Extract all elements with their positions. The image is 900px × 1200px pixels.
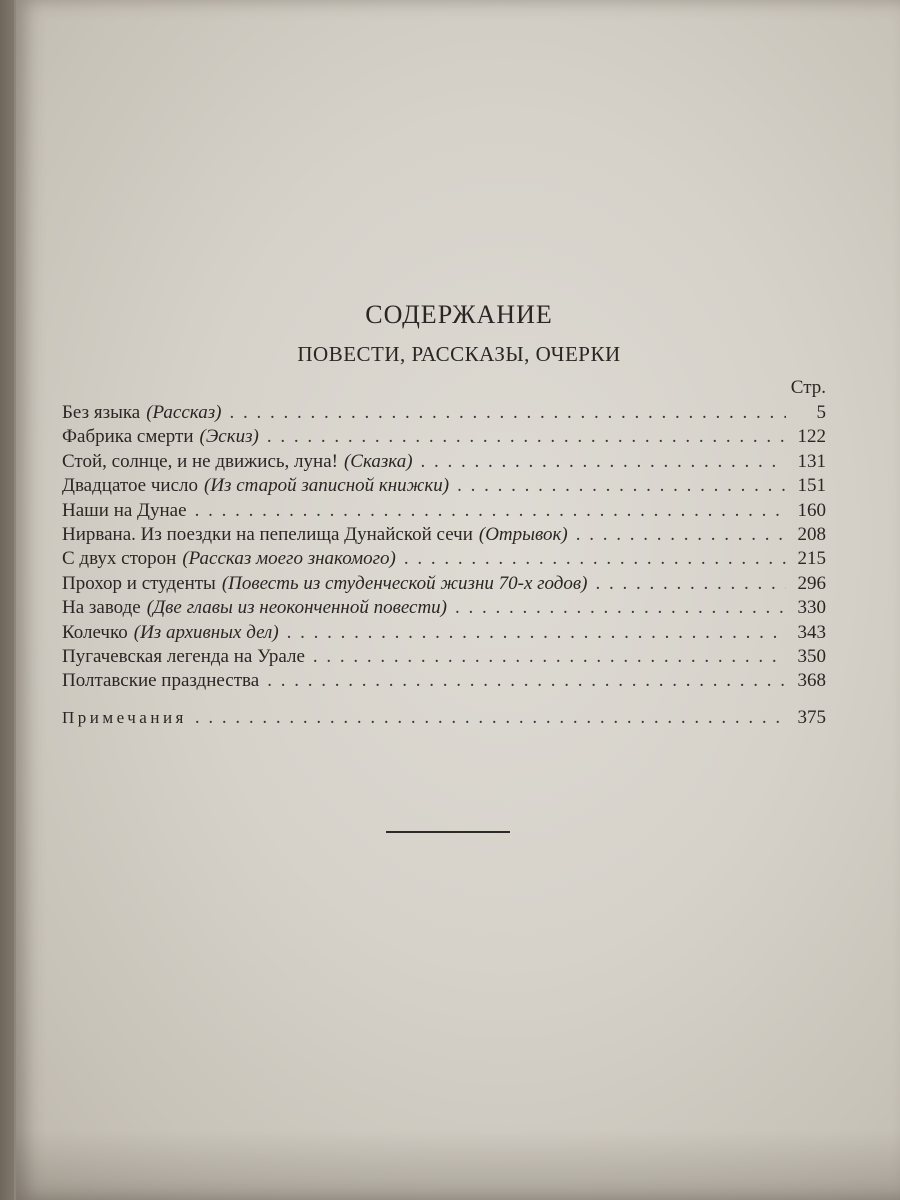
entry-page-number: 208	[797, 524, 826, 546]
entry-note: (Рассказ)	[146, 402, 222, 423]
entry-title: Без языка	[62, 402, 141, 423]
entry-title: Примечания	[62, 707, 187, 727]
entry-title: Пугачевская легенда на Урале	[62, 646, 305, 668]
entry-title: Нирвана. Из поездки на пепелища Дунайской сечи	[62, 524, 473, 546]
toc-entry-notes	[62, 706, 826, 730]
entry-page-number: 5	[816, 402, 826, 423]
toc-entry	[62, 425, 826, 449]
entry-note: (Повесть из студенческой жизни 70-х годов)	[221, 572, 588, 594]
toc-entry	[62, 450, 826, 474]
entry-title: Полтавские празднества	[62, 670, 260, 692]
entry-note: (Эскиз)	[199, 426, 259, 448]
toc-entries	[62, 401, 826, 730]
entry-page-number: 368	[797, 670, 826, 692]
entry-note: (Сказка)	[343, 450, 413, 472]
entry-title: Двадцатое число	[62, 475, 198, 497]
toc-entry	[62, 596, 826, 620]
entry-title: Колечко	[62, 621, 128, 643]
entry-note: (Из архивных дел)	[133, 621, 279, 643]
entry-page-number: 330	[797, 597, 826, 619]
toc-entry	[62, 523, 826, 547]
table-of-contents	[62, 300, 826, 730]
entry-title: На заводе	[62, 597, 141, 619]
dot-leader	[596, 572, 787, 596]
dot-leader	[455, 596, 786, 620]
entry-note: (Из старой записной книжки)	[204, 475, 450, 497]
entry-page-number: 215	[797, 548, 826, 570]
entry-note: (Рассказ моего знакомого)	[182, 548, 396, 570]
entry-page-number: 131	[797, 450, 826, 472]
toc-entry	[62, 669, 826, 693]
dot-leader	[576, 523, 786, 547]
toc-entry	[62, 401, 826, 425]
dot-leader	[195, 706, 786, 730]
entry-page-number: 151	[797, 475, 826, 497]
toc-section-heading: ПОВЕСТИ, РАССКАЗЫ, ОЧЕРКИ	[297, 342, 621, 366]
page-column-header: Стр.	[790, 377, 826, 398]
entry-page-number: 350	[797, 646, 826, 668]
toc-entry	[62, 645, 826, 669]
dot-leader	[267, 425, 786, 449]
entry-title: Прохор и студенты	[62, 572, 216, 594]
entry-page-number: 122	[797, 426, 826, 448]
dot-leader	[457, 474, 786, 498]
entry-title: Фабрика смерти	[62, 426, 194, 448]
toc-entry	[62, 474, 826, 498]
entry-page-number: 375	[797, 706, 826, 728]
dot-leader	[313, 645, 786, 669]
entry-page-number: 343	[797, 621, 826, 643]
dot-leader	[421, 450, 786, 474]
toc-title: СОДЕРЖАНИЕ	[365, 300, 553, 329]
entry-title: Наши на Дунае	[62, 499, 187, 521]
dot-leader	[287, 621, 786, 645]
dot-leader	[404, 547, 786, 571]
dot-leader	[267, 669, 786, 693]
entry-title: Стой, солнце, и не движись, луна!	[62, 450, 338, 472]
toc-entry	[62, 621, 826, 645]
toc-entry	[62, 572, 826, 596]
entry-page-number: 160	[797, 499, 826, 521]
end-divider	[386, 831, 510, 833]
entry-note: (Две главы из неоконченной повести)	[146, 597, 448, 619]
dot-leader	[195, 499, 786, 523]
toc-entry	[62, 499, 826, 523]
dot-leader	[229, 401, 786, 425]
toc-entry	[62, 547, 826, 571]
entry-title: С двух сторон	[62, 548, 177, 570]
entry-note: (Отрывок)	[478, 524, 568, 546]
entry-page-number: 296	[797, 572, 826, 594]
